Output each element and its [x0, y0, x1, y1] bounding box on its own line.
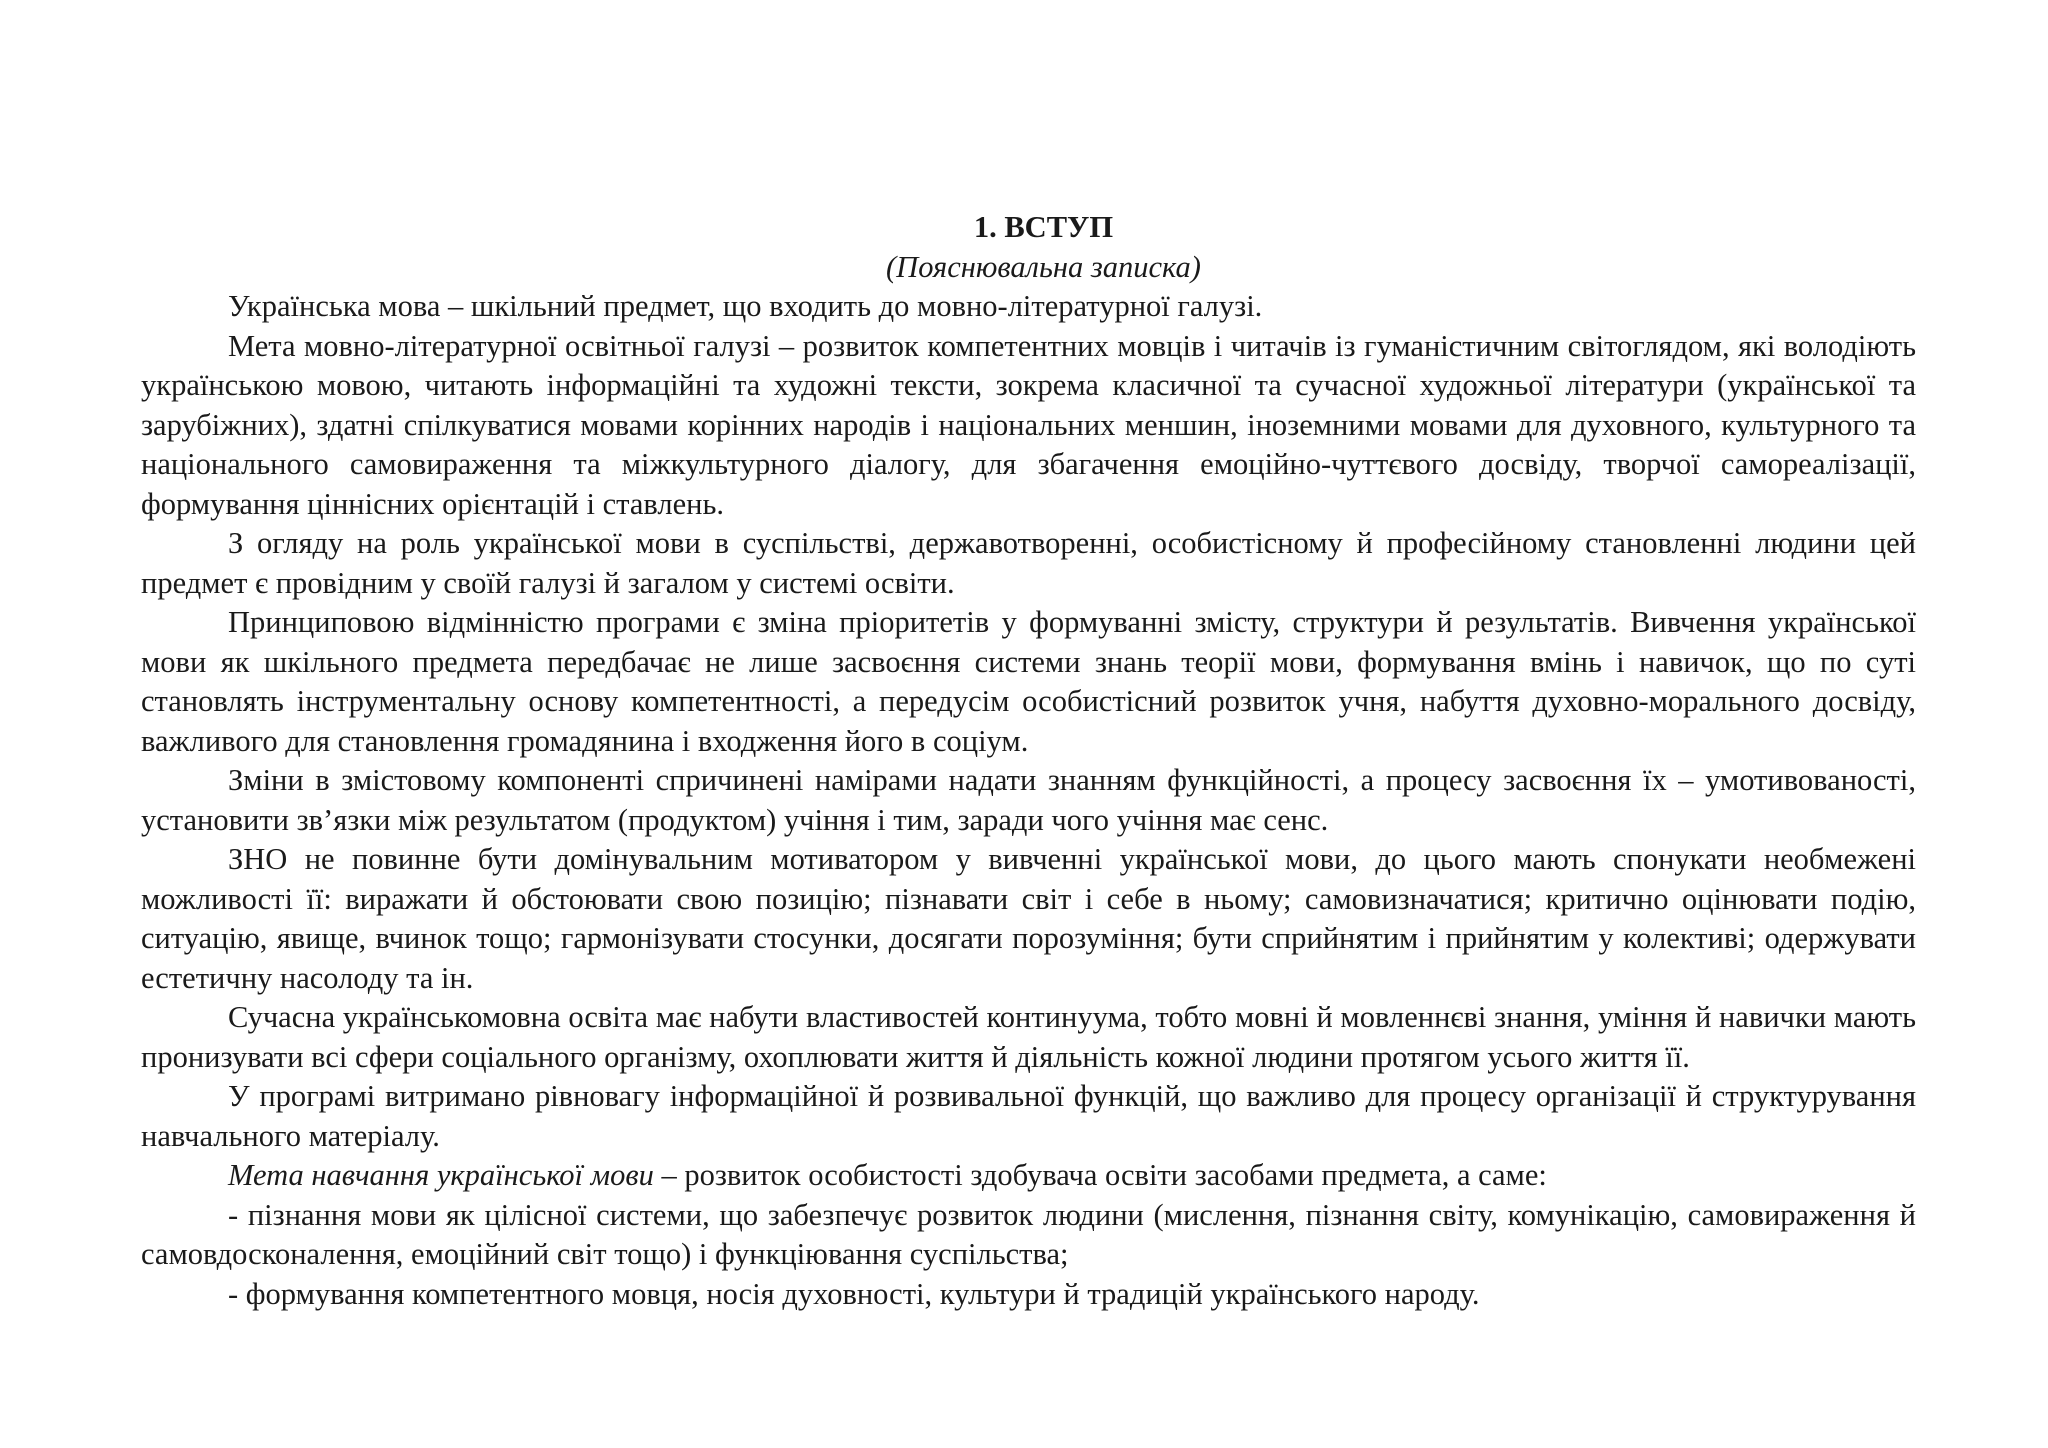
- document-page: [141, 208, 1916, 1314]
- paragraph: ЗНО не повинне бути домінувальним мотиватором у вивченні української мови, до цього мають спонукати необмежені можливості її: виражати й обстоювати свою позицію; пізнавати світ і себе в ньому; самовизначатися; критично оцінювати подію, ситуацію, явище, вчинок тощо; гармонізувати стосунки, досягати порозуміння; бути сприйнятим і прийнятим у колективі; одержувати естетичну насолоду та ін.: [141, 842, 1916, 995]
- goal-paragraph: [141, 1156, 1916, 1196]
- section-heading: 1. ВСТУП: [973, 210, 1114, 244]
- paragraph: У програмі витримано рівновагу інформаційної й розвивальної функцій, що важливо для процесу організації й структурування навчального матеріалу.: [141, 1079, 1916, 1153]
- section-subheading: (Пояснювальна записка): [886, 249, 1201, 284]
- goal-term: Мета навчання української мови: [228, 1158, 654, 1192]
- paragraph: Українська мова – шкільний предмет, що входить до мовно-літературної галузі.: [228, 289, 1263, 323]
- bullet-item: - формування компетентного мовця, носія духовності, культури й традицій українського народу.: [228, 1276, 1480, 1311]
- bullet-item: - пізнання мови як цілісної системи, що забезпечує розвиток людини (мислення, пізнання світу, комунікацію, самовираження й самовдосконалення, емоційний світ тощо) і функціювання суспільства;: [141, 1197, 1916, 1271]
- paragraph: З огляду на роль української мови в суспільстві, державотворенні, особистісному й професійному становленні людини цей предмет є провідним у своїй галузі й загалом у системі освіти.: [141, 526, 1916, 600]
- paragraph: Принциповою відмінністю програми є зміна пріоритетів у формуванні змісту, структури й результатів. Вивчення української мови як шкільного предмета передбачає не лише засвоєння системи знань теорії мови, формування вмінь і навичок, що по суті становлять інструментальну основу компетентності, а передусім особистісний розвиток учня, набуття духовно-морального досвіду, важливого для становлення громадянина і входження його в соціум.: [141, 605, 1916, 758]
- goal-text: – розвиток особистості здобувача освіти засобами предмета, а саме:: [653, 1158, 1547, 1192]
- paragraph: Мета мовно-літературної освітньої галузі – розвиток компетентних мовців і читачів із гуманістичним світоглядом, які володіють українською мовою, читають інформаційні та художні тексти, зокрема класичної та сучасної художньої літератури (української та зарубіжних), здатні спілкуватися мовами корінних народів і національних меншин, іноземними мовами для духовного, культурного та національного самовираження та міжкультурного діалогу, для збагачення емоційно-чуттєвого досвіду, творчої самореалізації, формування ціннісних орієнтацій і ставлень.: [141, 328, 1916, 521]
- paragraph: Зміни в змістовому компоненті спричинені намірами надати знанням функційності, а процесу засвоєння їх – умотивованості, установити зв’язки між результатом (продуктом) учіння і тим, заради чого учіння має сенс.: [141, 763, 1916, 837]
- paragraph: Сучасна українськомовна освіта має набути властивостей континуума, тобто мовні й мовленнєві знання, уміння й навички мають пронизувати всі сфери соціального організму, охоплювати життя й діяльність кожної людини протягом усього життя її.: [141, 1000, 1916, 1074]
